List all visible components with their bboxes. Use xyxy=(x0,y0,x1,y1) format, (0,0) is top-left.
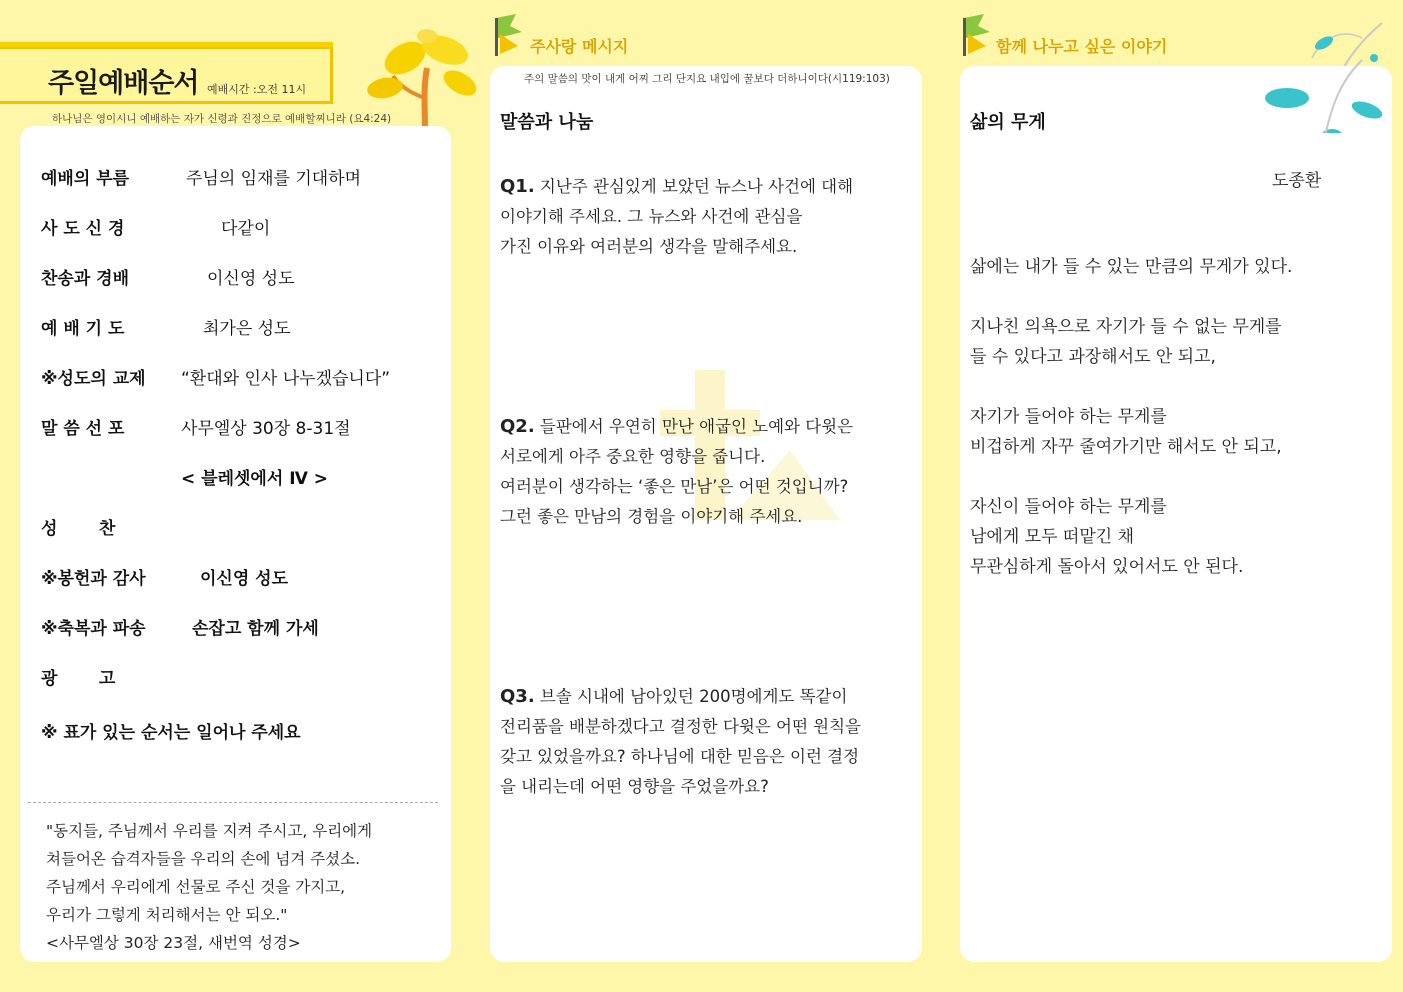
question-1 xyxy=(500,172,895,262)
order-row xyxy=(41,564,288,589)
worship-verse: 하나님은 영이시니 예배하는 자가 신령과 진정으로 예배할찌니라 (요4:24) xyxy=(52,113,392,125)
flag-icon xyxy=(960,12,996,58)
question-1-label: Q1. xyxy=(500,176,535,197)
order-label: ※축복과 파송 xyxy=(41,619,146,639)
order-value: 사무엘상 30장 8-31절 xyxy=(181,419,351,439)
order-row xyxy=(41,664,181,689)
order-value: 손잡고 함께 가세 xyxy=(192,619,319,639)
order-row xyxy=(41,164,361,189)
question-2 xyxy=(500,412,895,532)
standing-note: ※ 표가 있는 순서는 일어나 주세요 xyxy=(41,723,301,743)
order-row xyxy=(41,364,390,389)
order-label: 말 씀 선 포 xyxy=(41,419,125,439)
message-verse: 주의 말씀의 맛이 내게 어찌 그리 단지요 내입에 꿀보다 더하니이다(시119:103) xyxy=(524,73,890,85)
order-row xyxy=(41,214,270,239)
story-author: 도종환 xyxy=(1272,171,1322,191)
order-value: 이신영 성도 xyxy=(200,569,289,589)
order-label: ※봉헌과 감사 xyxy=(41,569,146,589)
order-value: 주님의 임재를 기대하며 xyxy=(186,169,362,189)
order-row xyxy=(41,464,328,489)
order-label: 예 배 기 도 xyxy=(41,319,125,339)
floral-ornament-icon xyxy=(1262,58,1397,133)
order-label: 찬송과 경배 xyxy=(41,269,130,289)
order-row xyxy=(41,314,291,339)
question-2-text: 들판에서 우연히 만난 애굽인 노예와 다윗은 서로에게 아주 중요한 영향을 줍니다. 여러분이 생각하는 ‘좋은 만남’은 어떤 것입니까? 그런 좋은 만남의 경험을 이야기해 주세요. xyxy=(500,417,854,526)
message-header: 주사랑 메시지 xyxy=(530,37,629,56)
order-row xyxy=(41,614,319,639)
order-value: 이신영 성도 xyxy=(207,269,295,289)
worship-time: 예배시간 :오전 11시 xyxy=(207,83,307,96)
worship-title: 주일예배순서 xyxy=(48,68,199,99)
question-3 xyxy=(500,682,895,802)
order-row xyxy=(41,414,351,439)
order-row xyxy=(41,514,181,539)
order-label: ※성도의 교제 xyxy=(41,369,146,389)
story-header: 함께 나누고 싶은 이야기 xyxy=(996,37,1168,56)
order-value: 다같이 xyxy=(221,219,271,239)
order-label: 성 찬 xyxy=(41,519,116,539)
question-3-label: Q3. xyxy=(500,686,535,707)
flag-icon xyxy=(492,12,528,58)
order-label: 사 도 신 경 xyxy=(41,219,125,239)
question-3-text: 브솔 시내에 남아있던 200명에게도 똑같이 전리품을 배분하겠다고 결정한 다윗은 어떤 원칙을 갖고 있었을까요? 하나님에 대한 믿음은 이런 결정 을 내리는데 어떤 영향을 주었을까요? xyxy=(500,687,861,796)
order-label: 광 고 xyxy=(41,669,116,689)
order-value: “환대와 인사 나누겠습니다” xyxy=(181,369,391,389)
scripture-quote: "동지들, 주님께서 우리를 지켜 주시고, 우리에게 쳐들어온 습격자들을 우리의 손에 넘겨 주셨소. 주님께서 우리에게 선물로 주신 것을 가지고, 우리가 그렇게 처리해서는 안 되오." <사무엘상 30장 23절, 새번역 성경> xyxy=(46,822,373,952)
sermon-title: < 블레셋에서 Ⅳ > xyxy=(181,469,329,489)
order-label: 예배의 부름 xyxy=(41,169,130,189)
worship-title-banner xyxy=(0,46,333,104)
question-1-text: 지난주 관심있게 보았던 뉴스나 사건에 대해 이야기해 주세요. 그 뉴스와 사건에 관심을 가진 이유와 여러분의 생각을 말해주세요. xyxy=(500,177,854,256)
divider xyxy=(28,802,438,803)
message-title: 말씀과 나눔 xyxy=(500,112,594,133)
order-value: 최가은 성도 xyxy=(203,319,291,339)
story-body: 삶에는 내가 들 수 있는 만큼의 무게가 있다. 지나친 의욕으로 자기가 들 수 없는 무게를 들 수 있다고 과장해서도 안 되고, 자기가 들어야 하는 무게를 비겁하게 자꾸 줄여가기만 해서도 안 되고, 자신이 들어야 하는 무게를 남에게 모두 떠맡긴 채 무관심하게 돌아서 있어서도 안 된다. xyxy=(970,257,1293,577)
order-row xyxy=(41,264,295,289)
story-title: 삶의 무게 xyxy=(970,112,1046,133)
question-2-label: Q2. xyxy=(500,416,535,437)
